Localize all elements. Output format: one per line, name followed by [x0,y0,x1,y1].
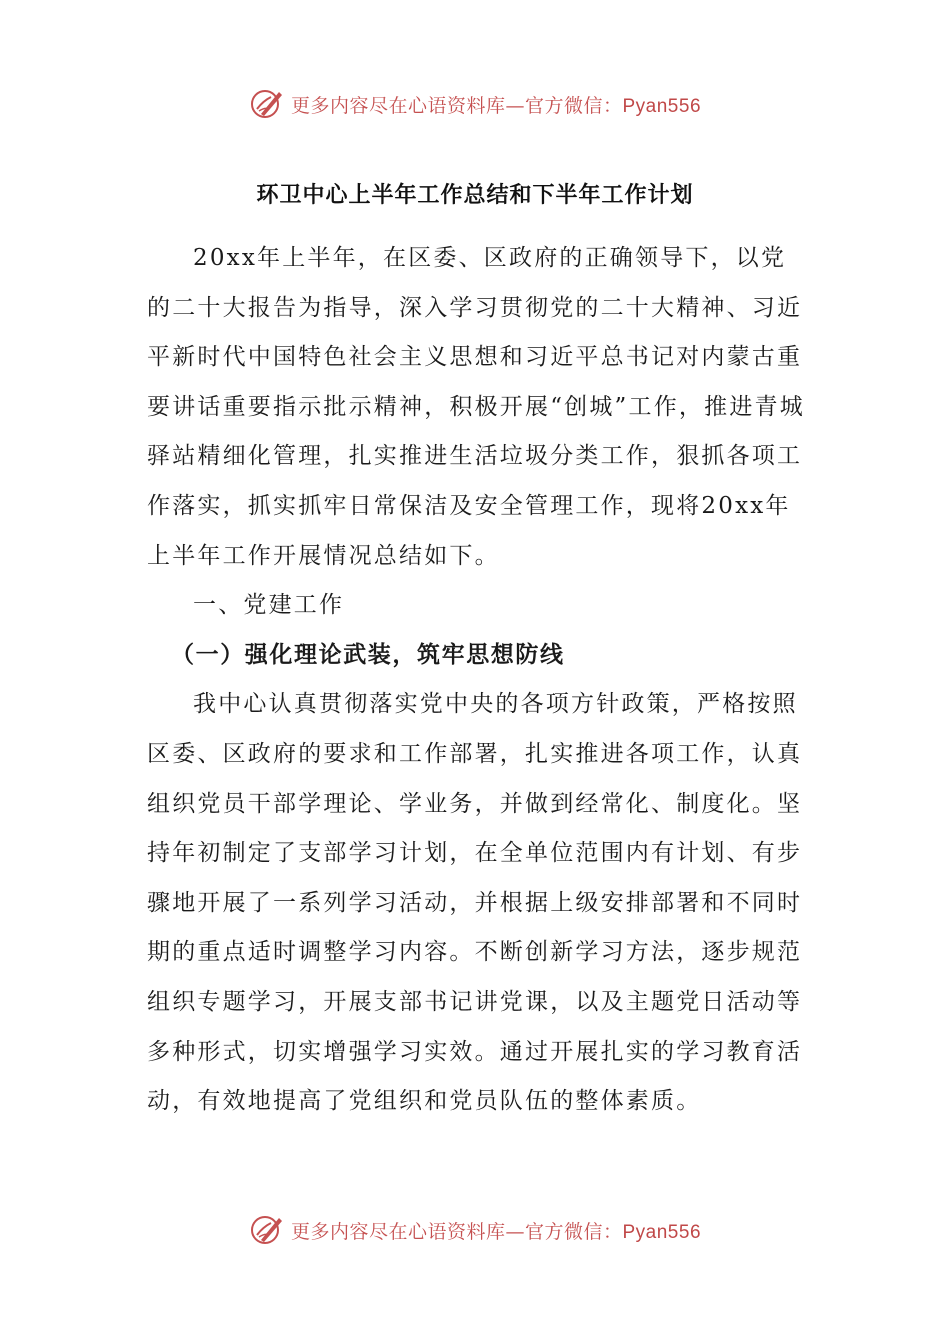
subsection-heading: （一）强化理论武装，筑牢思想防线 [171,641,565,668]
wechat-id: Pyan556 [622,1221,702,1243]
watermark-text: 更多内容尽在心语资料库—官方微信：Pyan556 [290,1220,702,1243]
pen-logo-icon [249,1213,285,1247]
section-heading: 一、党建工作 [193,592,345,619]
paragraph-intro: 20xx年上半年，在区委、区政府的正确领导下，以党的二十大报告为指导，深入学习贯彻党的二十大精神、习近平新时代中国特色社会主义思想和习近平总书记对内蒙古重要讲话重要指示批示精神，积极开展“创城”工作，推进青城驿站精细化管理，扎实推进生活垃圾分类工作，狠抓各项工作落实，抓实抓牢日常保洁及安全管理工作，现将20xx年上半年工作开展情况总结如下。 [147,245,805,569]
watermark-banner-bottom [0,1210,950,1250]
wechat-id: Pyan556 [622,95,702,117]
paragraph-party-study: 我中心认真贯彻落实党中央的各项方针政策，严格按照区委、区政府的要求和工作部署，扎实推进各项工作，认真组织党员干部学理论、学业务，并做到经常化、制度化。坚持年初制定了支部学习计划，在全单位范围内有计划、有步骤地开展了一系列学习活动，并根据上级安排部署和不同时期的重点适时调整学习内容。不断创新学习方法，逐步规范组织专题学习，开展支部书记讲党课，以及主题党日活动等多种形式，切实增强学习实效。通过开展扎实的学习教育活动，有效地提高了党组织和党员队伍的整体素质。 [147,691,803,1115]
document-title: 环卫中心上半年工作总结和下半年工作计划 [256,183,694,208]
watermark-banner-top [0,84,950,124]
document-body [147,234,807,1127]
pen-logo-icon [249,87,285,121]
watermark-text: 更多内容尽在心语资料库—官方微信：Pyan556 [290,94,702,117]
